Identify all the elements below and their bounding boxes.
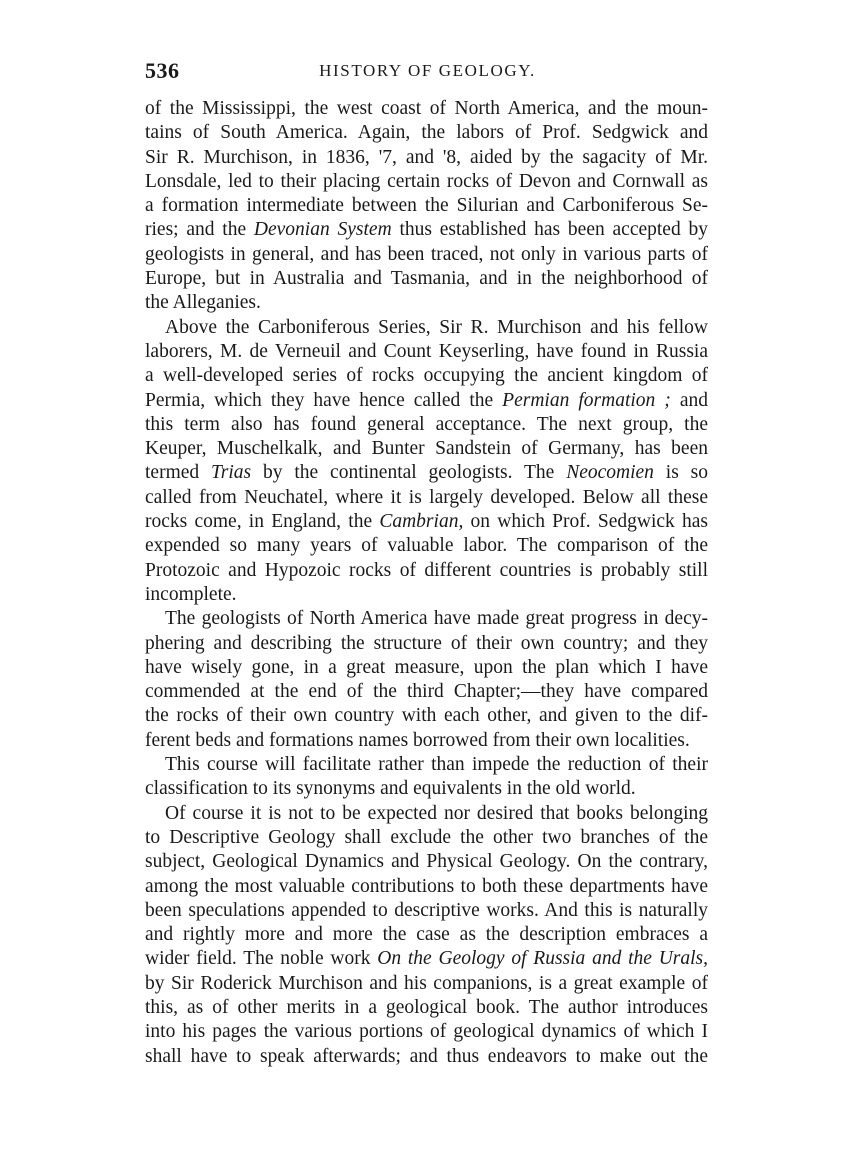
page-header — [145, 58, 710, 88]
text-line: This course will facilitate rather than impede the reduction of their — [165, 754, 708, 776]
text-line: into his pages the various portions of geological dynamics of which I — [145, 1021, 708, 1043]
text-run: Permia, which they have hence called the — [145, 389, 503, 411]
text-run: and — [670, 389, 708, 411]
text-line — [145, 461, 708, 485]
italic-term: On the Geology of Russia and the Urals, — [377, 948, 709, 970]
text-run: is so — [653, 462, 709, 484]
text-line: the rocks of their own country with each other, and given to the dif- — [145, 705, 708, 727]
italic-term: Devonian System — [253, 219, 392, 241]
italic-term: Trias — [211, 462, 252, 484]
italic-term: Cambrian, — [379, 511, 464, 533]
text-run: thus established has been accepted by — [391, 219, 708, 241]
italic-term: Permian formation ; — [502, 389, 671, 411]
paragraph-2 — [145, 316, 708, 608]
text-line: The geologists of North America have made great progress in decy- — [165, 608, 708, 630]
text-line — [145, 510, 708, 534]
text-line: Protozoic and Hypozoic rocks of different countries is probably still — [145, 559, 708, 581]
paragraph-3 — [145, 607, 708, 753]
text-line: phering and describing the structure of their own country; and they — [145, 632, 708, 654]
text-line: Above the Carboniferous Series, Sir R. Murchison and his fellow — [165, 316, 708, 338]
text-run: on which Prof. Sedgwick has — [463, 511, 708, 533]
text-line: Sir R. Murchison, in 1836, '7, and '8, aided by the sagacity of Mr. — [145, 146, 708, 168]
text-line: the Alleganies. — [145, 292, 261, 314]
text-line: classification to its synonyms and equivalents in the old world. — [145, 778, 636, 800]
text-line: subject, Geological Dynamics and Physical Geology. On the contrary, — [145, 851, 708, 873]
text-line: of the Mississippi, the west coast of North America, and the moun- — [145, 98, 708, 119]
body-text — [145, 97, 708, 1069]
text-line — [145, 218, 708, 242]
page-number: 536 — [145, 58, 180, 83]
text-line: and rightly more and more the case as the description embraces a — [145, 924, 708, 946]
text-run: wider field. The noble work — [145, 948, 378, 970]
text-line: called from Neuchatel, where it is largely developed. Below all these — [145, 486, 708, 508]
text-line: expended so many years of valuable labor. The comparison of the — [145, 535, 708, 557]
text-line: Europe, but in Australia and Tasmania, and in the neighborhood of — [145, 268, 708, 290]
text-line: Of course it is not to be expected nor desired that books belonging — [165, 802, 708, 824]
text-line: incomplete. — [145, 583, 237, 605]
text-line: a well-developed series of rocks occupying the ancient kingdom of — [145, 365, 708, 387]
text-line: by Sir Roderick Murchison and his companions, is a great example of — [145, 972, 708, 994]
paragraph-1 — [145, 97, 708, 316]
text-line: geologists in general, and has been traced, not only in various parts of — [145, 243, 708, 265]
text-line: Keuper, Muschelkalk, and Bunter Sandstein of Germany, has been — [145, 438, 708, 460]
text-line: Lonsdale, led to their placing certain rocks of Devon and Cornwall as — [145, 170, 708, 192]
running-title: HISTORY OF GEOLOGY. — [319, 61, 536, 80]
text-line: to Descriptive Geology shall exclude the other two branches of the — [145, 826, 708, 848]
text-run: termed — [145, 462, 212, 484]
text-line: this, as of other merits in a geological book. The author introduces — [145, 996, 708, 1018]
text-line — [145, 389, 708, 413]
text-line: been speculations appended to descriptive works. And this is naturally — [145, 899, 708, 921]
text-run: ries; and the — [145, 219, 254, 241]
paragraph-4 — [145, 753, 708, 802]
text-line: have wisely gone, in a great measure, upon the plan which I have — [145, 656, 708, 678]
text-line: ferent beds and formations names borrowed from their own localities. — [145, 729, 690, 751]
text-run: rocks come, in England, the — [145, 511, 380, 533]
text-line: tains of South America. Again, the labors of Prof. Sedgwick and — [145, 122, 708, 144]
text-line: commended at the end of the third Chapter;—they have compared — [145, 681, 708, 703]
text-line: shall have to speak afterwards; and thus endeavors to make out the — [145, 1045, 708, 1067]
text-line: among the most valuable contributions to both these departments have — [145, 875, 708, 897]
text-line: this term also has found general acceptance. The next group, the — [145, 413, 708, 435]
text-line: a formation intermediate between the Silurian and Carboniferous Se- — [145, 195, 708, 217]
paragraph-5 — [145, 802, 708, 1069]
italic-term: Neocomien — [566, 462, 654, 484]
text-line: laborers, M. de Verneuil and Count Keyserling, have found in Russia — [145, 340, 708, 362]
text-run: by the continental geologists. The — [251, 462, 567, 484]
text-line — [145, 947, 708, 971]
